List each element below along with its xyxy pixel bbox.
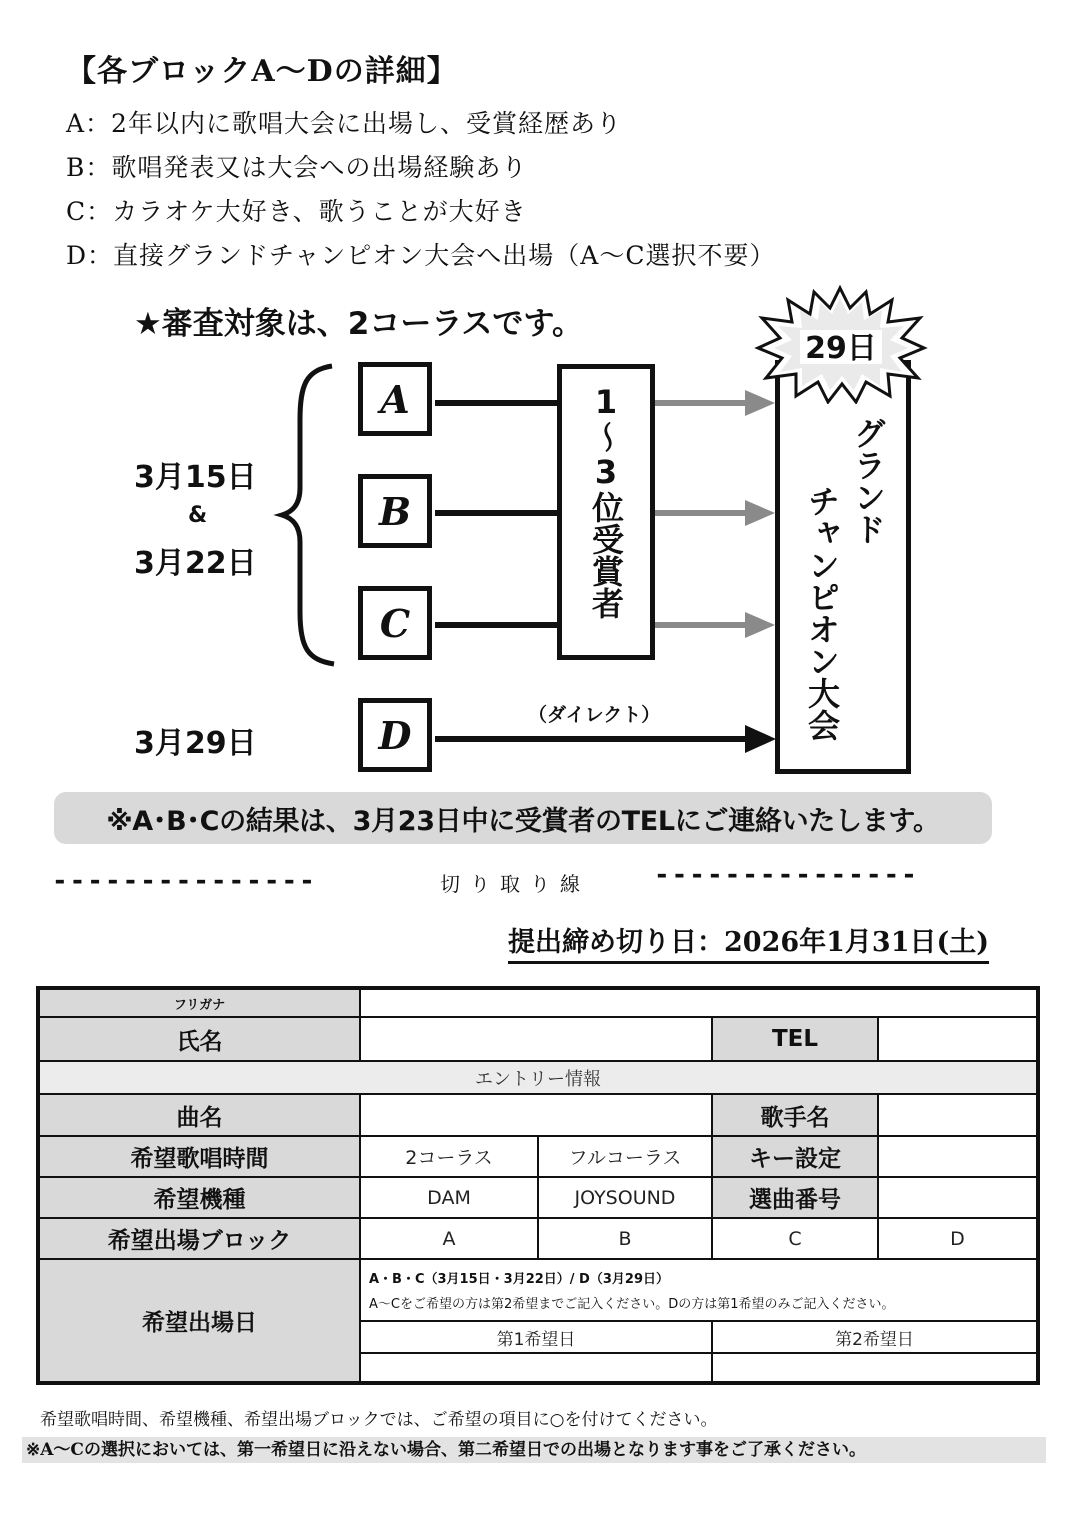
name-label: 氏名 bbox=[38, 1017, 360, 1061]
key-input[interactable] bbox=[878, 1136, 1038, 1177]
tel-label: TEL bbox=[712, 1017, 878, 1061]
option-full-chorus[interactable]: フルコーラス bbox=[538, 1136, 712, 1177]
result-notice: ※A･B･Cの結果は、3月23日中に受賞者のTELにご連絡いたします。 bbox=[54, 792, 992, 844]
grand-label-2: チャンピオン大会 bbox=[803, 485, 841, 741]
grand-label-1: グランド bbox=[849, 417, 887, 545]
row-entry-info bbox=[38, 1061, 1038, 1094]
row-date-notes bbox=[38, 1259, 1038, 1321]
option-joysound[interactable]: JOYSOUND bbox=[538, 1177, 712, 1218]
date-abc-first: 3月15日 bbox=[134, 460, 257, 495]
judging-note: ★審査対象は、2コーラスです。 bbox=[134, 306, 583, 342]
name-input[interactable] bbox=[360, 1017, 712, 1061]
block-box-c: C bbox=[358, 586, 432, 660]
cut-dashes-left: --------------- bbox=[52, 866, 317, 896]
option-block-b[interactable]: B bbox=[538, 1218, 712, 1259]
grand-champion-box bbox=[775, 360, 911, 774]
block-box-b: B bbox=[358, 474, 432, 548]
option-block-a[interactable]: A bbox=[360, 1218, 538, 1259]
row-machine bbox=[38, 1177, 1038, 1218]
row-block bbox=[38, 1218, 1038, 1259]
artist-label: 歌手名 bbox=[712, 1094, 878, 1136]
block-box-d: D bbox=[358, 698, 432, 772]
details-heading: 【各ブロックA～Dの詳細】 bbox=[66, 54, 458, 89]
date-label: 希望出場日 bbox=[38, 1259, 360, 1383]
date-d: 3月29日 bbox=[134, 726, 257, 761]
date-ampersand: & bbox=[188, 503, 208, 528]
key-label: キー設定 bbox=[712, 1136, 878, 1177]
block-b-description: B：歌唱発表又は大会への出場経験あり bbox=[66, 153, 528, 182]
singing-time-label: 希望歌唱時間 bbox=[38, 1136, 360, 1177]
footer-notice: ※A～Cの選択においては、第一希望日に沿えない場合、第二希望日での出場となります事をご了承ください。 bbox=[22, 1437, 1046, 1463]
block-label: 希望出場ブロック bbox=[38, 1218, 360, 1259]
artist-input[interactable] bbox=[878, 1094, 1038, 1136]
burst-date-text: 29日 bbox=[805, 331, 877, 366]
tel-input[interactable] bbox=[878, 1017, 1038, 1061]
song-input[interactable] bbox=[360, 1094, 712, 1136]
date-note-instructions: A～Cをご希望の方は第2希望までご記入ください。Dの方は第1希望のみご記入ください。 bbox=[369, 1297, 895, 1312]
option-block-d[interactable]: D bbox=[878, 1218, 1038, 1259]
cut-dashes-right: --------------- bbox=[654, 860, 919, 890]
row-singing-time bbox=[38, 1136, 1038, 1177]
second-choice-label: 第2希望日 bbox=[712, 1321, 1038, 1353]
date-abc-second: 3月22日 bbox=[134, 546, 257, 581]
option-dam[interactable]: DAM bbox=[360, 1177, 538, 1218]
furigana-input[interactable] bbox=[360, 988, 1038, 1017]
footer-instruction: 希望歌唱時間、希望機種、希望出場ブロックでは、ご希望の項目に○を付けてください。 bbox=[40, 1410, 718, 1430]
song-label: 曲名 bbox=[38, 1094, 360, 1136]
date-notes bbox=[360, 1259, 1038, 1321]
block-c-description: C：カラオケ大好き、歌うことが大好き bbox=[66, 197, 527, 226]
furigana-label: フリガナ bbox=[38, 988, 360, 1017]
song-number-label: 選曲番号 bbox=[712, 1177, 878, 1218]
second-choice-input[interactable] bbox=[712, 1353, 1038, 1383]
first-choice-input[interactable] bbox=[360, 1353, 712, 1383]
entry-form bbox=[36, 986, 1040, 1385]
burst-badge bbox=[752, 284, 928, 404]
row-furigana bbox=[38, 988, 1038, 1017]
row-song bbox=[38, 1094, 1038, 1136]
entry-info-header: エントリー情報 bbox=[38, 1061, 1038, 1094]
option-2chorus[interactable]: 2コーラス bbox=[360, 1136, 538, 1177]
row-name bbox=[38, 1017, 1038, 1061]
first-choice-label: 第1希望日 bbox=[360, 1321, 712, 1353]
winners-label: 1～3位受賞者 bbox=[587, 383, 625, 619]
brace bbox=[282, 366, 334, 664]
direct-label: （ダイレクト） bbox=[528, 704, 661, 726]
cut-line-label: 切り取り線 bbox=[440, 872, 590, 896]
block-a-description: A：2年以内に歌唱大会に出場し、受賞経歴あり bbox=[66, 109, 622, 138]
block-d-description: D：直接グランドチャンピオン大会へ出場（A～C選択不要） bbox=[66, 241, 776, 270]
machine-label: 希望機種 bbox=[38, 1177, 360, 1218]
song-number-input[interactable] bbox=[878, 1177, 1038, 1218]
option-block-c[interactable]: C bbox=[712, 1218, 878, 1259]
submission-deadline: 提出締め切り日：2026年1月31日(土) bbox=[508, 920, 989, 964]
winners-box bbox=[557, 364, 655, 660]
block-box-a: A bbox=[358, 362, 432, 436]
date-note-schedule: A・B・C（3月15日・3月22日）/ D（3月29日） bbox=[369, 1272, 669, 1287]
